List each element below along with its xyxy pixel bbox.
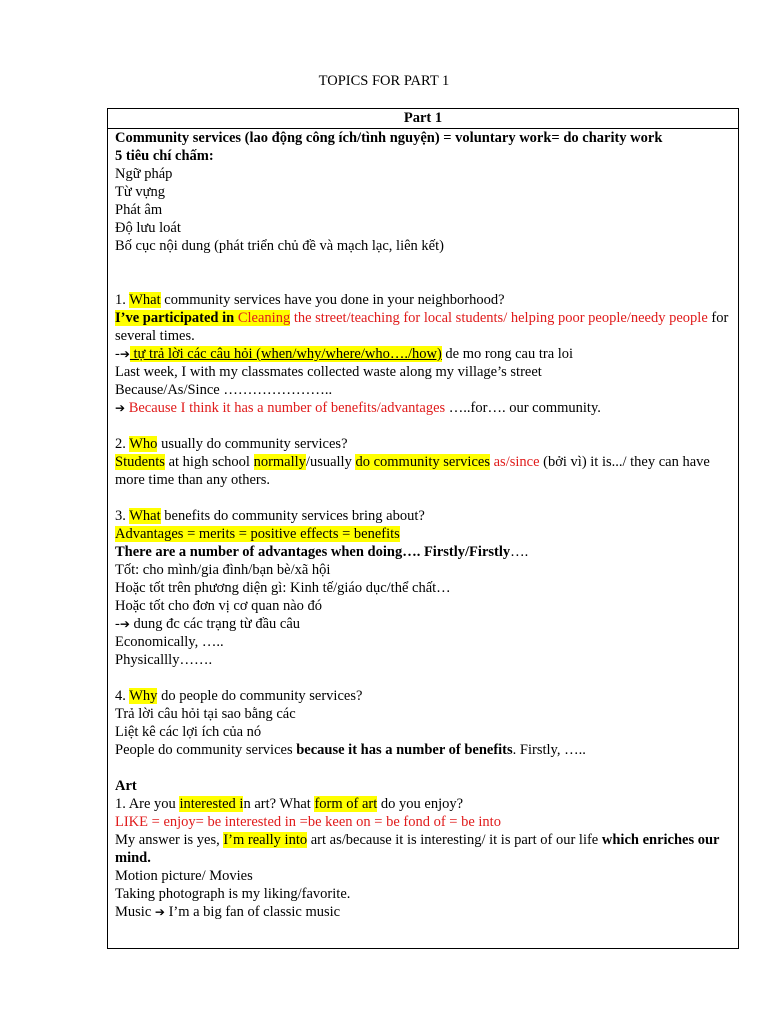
answer-1: I’ve participated in Cleaning the street/teaching for local students/ helping poor people/needy people for several times. bbox=[115, 310, 729, 344]
arrow-icon: ➔ bbox=[119, 617, 130, 631]
criteria-title: 5 tiêu chí chấm: bbox=[115, 148, 214, 164]
art-motion-picture: Motion picture/ Movies bbox=[115, 868, 253, 884]
table-header: Part 1 bbox=[108, 109, 738, 129]
table-body bbox=[108, 129, 738, 921]
art-question-1: 1. Are you interested in art? What form of art do you enjoy? bbox=[115, 796, 464, 812]
answer-1-note: -➔ tự trả lời các câu hỏi (when/why/where/who…./how) de mo rong cau tra loi bbox=[115, 346, 574, 362]
synonyms-advantages: Advantages = merits = positive effects = benefits bbox=[115, 526, 400, 542]
question-4: 4. Why do people do community services? bbox=[115, 688, 363, 704]
arrow-icon: ➔ bbox=[115, 401, 126, 415]
adverb-example: Economically, ….. bbox=[115, 634, 224, 650]
art-music: Music ➔ I’m a big fan of classic music bbox=[115, 904, 341, 920]
answer-1-connectors: Because/As/Since ………………….. bbox=[115, 382, 333, 398]
answer-3-line: Tốt: cho mình/gia đình/bạn bè/xã hội bbox=[115, 562, 331, 578]
document-title: TOPICS FOR PART 1 bbox=[318, 73, 450, 89]
topics-table bbox=[107, 108, 739, 949]
community-services-heading: Community services (lao động công ích/tình nguyện) = voluntary work= do charity work bbox=[115, 130, 663, 146]
question-2: 2. Who usually do community services? bbox=[115, 436, 348, 452]
art-answer: My answer is yes, I’m really into art as/because it is interesting/ it is part of our life which enriches our mind. bbox=[115, 832, 720, 866]
criteria-item: Phát âm bbox=[115, 202, 163, 218]
adverb-example: Physicallly……. bbox=[115, 652, 213, 668]
answer-1-example: Last week, I with my classmates collected waste along my village’s street bbox=[115, 364, 542, 380]
answer-4-line: Liệt kê các lợi ích của nó bbox=[115, 724, 262, 740]
question-3: 3. What benefits do community services bring about? bbox=[115, 508, 425, 524]
criteria-item: Từ vựng bbox=[115, 184, 165, 200]
criteria-item: Bố cục nội dung (phát triển chủ đề và mạch lạc, liên kết) bbox=[115, 238, 444, 254]
answer-3-line: Hoặc tốt cho đơn vị cơ quan nào đó bbox=[115, 598, 323, 614]
answer-2: Students at high school normally/usually do community services as/since (bởi vì) it is.../ they can have more time than any others. bbox=[115, 454, 710, 488]
arrow-icon: ➔ bbox=[119, 347, 130, 361]
answer-4-line: Trả lời câu hỏi tại sao bằng các bbox=[115, 706, 296, 722]
arrow-icon: ➔ bbox=[154, 905, 165, 919]
answer-4-sample: People do community services because it has a number of benefits. Firstly, ….. bbox=[115, 742, 586, 758]
art-heading: Art bbox=[115, 778, 137, 794]
answer-3-line: Hoặc tốt trên phương diện gì: Kinh tế/giáo dục/thể chất… bbox=[115, 580, 451, 596]
criteria-item: Ngữ pháp bbox=[115, 166, 173, 182]
art-photograph: Taking photograph is my liking/favorite. bbox=[115, 886, 351, 902]
answer-3-adverb-note: -➔ dung đc các trạng từ đầu câu bbox=[115, 616, 301, 632]
answer-3-frame: There are a number of advantages when doing…. Firstly/Firstly…. bbox=[115, 544, 529, 560]
criteria-item: Độ lưu loát bbox=[115, 220, 181, 236]
answer-1-reason: ➔ Because I think it has a number of benefits/advantages …..for…. our community. bbox=[115, 400, 601, 416]
like-synonyms: LIKE = enjoy= be interested in =be keen on = be fond of = be into bbox=[115, 814, 501, 830]
question-1: 1. What community services have you done in your neighborhood? bbox=[115, 292, 505, 308]
